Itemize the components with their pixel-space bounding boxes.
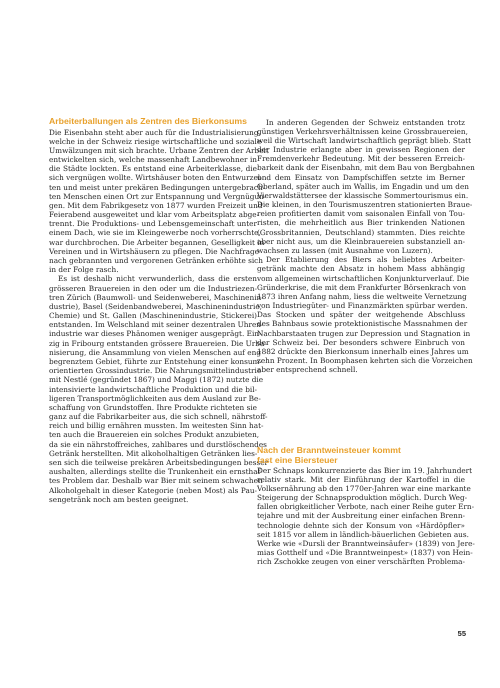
text-line: war durchbrochen. Die Arbeiter begannen, Geselligkeit in bbox=[49, 237, 265, 247]
text-line: Alkoholgehalt in dieser Kategorie (neben Most) als Pau- bbox=[49, 485, 257, 495]
text-line: und dem Einsatz von Dampfschiffen setzte im Berner bbox=[257, 172, 465, 182]
text-line: sengetränk noch am besten geeignet. bbox=[49, 494, 189, 504]
text-line: tren Zürich (Baumwoll- und Seidenweberei, Maschinenin- bbox=[49, 292, 264, 302]
text-line: dustrie), Basel (Seidenbandweberei, Maschinenindustrie, bbox=[49, 301, 262, 311]
text-line: Steigerung der Schnapsproduktion möglich. Durch Weg- bbox=[257, 493, 468, 503]
text-line: Volksernährung ab den 1770er-Jahren war eine markante bbox=[257, 483, 471, 493]
text-line: (Grossbritannien, Deutschland) stammten. Dies reichte bbox=[257, 227, 465, 237]
text-line: Getränk herstellten. Mit alkoholhaltigen Getränken lies- bbox=[49, 448, 258, 458]
text-line: welche in der Schweiz riesige wirtschaftliche und soziale bbox=[49, 136, 262, 146]
text-line: tejahre und mit der Ausbreitung einer einfachen Brenn- bbox=[257, 511, 465, 521]
section-heading-branntweinsteuer-line1: Nach der Branntweinsteuer kommt bbox=[257, 445, 401, 455]
text-line: der Schweiz bei. Der besonders schwere Einbruch von bbox=[257, 337, 465, 347]
section-heading-arbeiterballungen: Arbeiterballungen als Zentren des Bierkonsums bbox=[49, 116, 247, 126]
text-line: wachsen zu lassen (mit Ausnahme von Luzern). bbox=[257, 246, 433, 256]
text-line: schaffung von Grundstoffen. Ihre Produkte richteten sie bbox=[49, 402, 257, 412]
text-line: entwickelten sich, welche massenhaft Landbewohner in bbox=[49, 155, 257, 165]
text-line: trennt. Die Produktions- und Lebensgemeinschaft unter bbox=[49, 219, 257, 229]
section-heading-branntweinsteuer-line2: fast eine Biersteuer bbox=[257, 454, 338, 465]
text-line: 1873 ihren Anfang nahm, liess die weltweite Vernetzung bbox=[257, 291, 467, 301]
text-line: zehn Prozent. In Boomphasen kehrten sich die Vorzeichen bbox=[257, 356, 473, 366]
text-line: fallen obrigkeitlicher Verbote, nach einer Reihe guter Ern- bbox=[257, 502, 475, 512]
text-line: einem Dach, wie sie im Kleingewerbe noch vorherrschte, bbox=[49, 228, 261, 238]
text-line: ganz auf die Fabrikarbeiter aus, die sich schnell, nährstoff- bbox=[49, 412, 268, 422]
text-line: aber entsprechend schnell. bbox=[257, 365, 358, 375]
text-line: In anderen Gegenden der Schweiz entstanden trotz bbox=[266, 117, 465, 127]
text-line: ten und meist unter prekären Bedingungen untergebrach- bbox=[49, 182, 266, 192]
text-line: reien profitierten damit vom saisonalen Einfall von Tou- bbox=[257, 209, 465, 219]
text-line: nach gebrannten und vergorenen Getränken erhöhte sich bbox=[49, 256, 263, 266]
text-line: Die kleinen, in den Tourismuszentren stationierten Braue- bbox=[257, 200, 473, 210]
text-line: seit 1815 vor allem in ländlich-bäuerlichen Gebieten aus. bbox=[257, 529, 469, 539]
text-line: ligeren Transportmöglichkeiten aus dem Ausland zur Be- bbox=[49, 393, 261, 403]
text-line: Fremdenverkehr Bedeutung. Mit der besseren Erreich- bbox=[257, 154, 465, 164]
text-line: Die Eisenbahn steht aber auch für die Industrialisierung, bbox=[49, 127, 261, 137]
text-line: Vereinen und in Wirtshäusern zu pflegen. Die Nachfrage bbox=[49, 246, 259, 256]
text-line: gen. Mit dem Fabrikgesetz von 1877 wurden Freizeit und bbox=[49, 200, 263, 210]
text-line: die Städte lockten. Es entstand eine Arbeiterklasse, die bbox=[49, 164, 257, 174]
text-line: orientierten Grossindustrie. Die Nahrungsmittelindustrie bbox=[49, 366, 262, 376]
text-line: intensivierte landwirtschaftliche Produktion und die bil- bbox=[49, 384, 257, 394]
text-line: sich vergnügen wollte. Wirtshäuser boten den Entwurzel- bbox=[49, 173, 263, 183]
text-line: technologie dehnte sich der Konsum von «Härdöpfler» bbox=[257, 520, 465, 530]
text-line: Vierwaldstättersee der klassische Sommertourismus ein. bbox=[257, 190, 469, 200]
text-line: relativ stark. Mit der Einführung der Kartoffel in die bbox=[257, 474, 465, 484]
text-line: Nachbarstaaten trugen zur Depression und Stagnation in bbox=[257, 328, 471, 338]
text-line: Gründerkrise, die mit dem Frankfurter Börsenkrach von bbox=[257, 282, 467, 292]
text-line: weil die Wirtschaft landwirtschaftlich geprägt blieb. Statt bbox=[257, 135, 472, 145]
text-line: des Bahnbaus sowie protektionistische Massnahmen der bbox=[257, 319, 468, 329]
text-line: Chemie) und St. Gallen (Maschinenindustrie, Stickerei) bbox=[49, 311, 257, 321]
text-line: grösseren Brauereien in den oder um die Industriezen- bbox=[49, 283, 257, 293]
text-line: getränk machte den Absatz in hohem Mass abhängig bbox=[257, 264, 465, 274]
text-line: entstanden. Im Welschland mit seiner dezentralen Uhren- bbox=[49, 320, 264, 330]
text-line: mias Gotthelf und «Die Branntweinpest» (1837) von Hein- bbox=[257, 548, 473, 558]
page-number: 55 bbox=[457, 629, 466, 638]
text-line: Oberland, später auch im Wallis, im Engadin und um den bbox=[257, 181, 469, 191]
text-line: Der Schnaps konkurrenzierte das Bier im 19. Jahrhundert bbox=[257, 465, 473, 475]
text-line: vom allgemeinen wirtschaftlichen Konjunkturverlauf. Die bbox=[257, 273, 470, 283]
text-line: rich Zschokke zeugen von einer verschärften Problema- bbox=[257, 557, 465, 567]
text-line: barkeit dank der Eisenbahn, mit dem Bau von Bergbahnen bbox=[257, 163, 475, 173]
text-line: 1882 drückte den Bierkonsum innerhalb eines Jahres um bbox=[257, 347, 469, 356]
text-line: aber nicht aus, um die Kleinbrauereien substanziell an- bbox=[257, 236, 465, 246]
text-line: günstigen Verkehrsverhältnissen keine Grossbrauereien, bbox=[257, 126, 468, 136]
text-line: sen sich die teilweise prekären Arbeitsbedingungen besser bbox=[49, 457, 268, 467]
text-line: Der Etablierung des Biers als beliebtes Arbeiter- bbox=[266, 255, 465, 265]
text-line: ten Menschen einen Ort zur Entspannung und Vergnügun- bbox=[49, 191, 267, 201]
text-line: Feierabend ausgeweitet und klar vom Arbeitsplatz abge- bbox=[49, 210, 260, 220]
text-line: der Industrie erlangte aber in gewissen Regionen der bbox=[257, 145, 465, 155]
text-line: industrie war dieses Phänomen weniger ausgeprägt. Ein- bbox=[49, 329, 262, 339]
text-line: risten, die mehrheitlich aus Bier trinkenden Nationen bbox=[257, 218, 465, 228]
text-line: in der Folge rasch. bbox=[49, 265, 119, 275]
text-line: von Industriegüter- und Finanzmärkten spürbar werden. bbox=[257, 301, 468, 311]
text-line: begrenztem Gebiet, führte zur Entstehung einer konsum- bbox=[49, 357, 262, 366]
text-line: aushalten, allerdings stellte die Trunkenheit ein ernsthaf- bbox=[49, 467, 263, 477]
text-line: nisierung, die Ansammlung von vielen Menschen auf eng bbox=[49, 347, 261, 357]
text-line: reich und billig ernähren mussten. Im weitesten Sinn hat- bbox=[49, 421, 264, 431]
text-line: Das Stocken und später der weitgehende Abschluss bbox=[257, 310, 465, 320]
text-line: ten auch die Brauereien ein solches Produkt anzubieten, bbox=[49, 430, 260, 440]
text-line: da sie ein nährstoffreiches, zahlbares und durstlöschendes bbox=[49, 439, 267, 449]
text-line: zig in Fribourg entstanden grössere Brauereien. Die Urba- bbox=[49, 338, 267, 348]
text-line: Werke wie «Dursli der Branntweinsäufer» (1839) von Jere- bbox=[257, 538, 475, 548]
text-line: Es ist deshalb nicht verwunderlich, dass die ersten bbox=[58, 274, 257, 284]
text-line: tes Problem dar. Deshalb war Bier mit seinem schwachen bbox=[49, 476, 263, 486]
text-line: Umwälzungen mit sich brachte. Urbane Zentren der Arbeit bbox=[49, 145, 269, 155]
text-line: mit Nestlé (gegründet 1867) und Maggi (1872) nutzte die bbox=[49, 375, 264, 385]
